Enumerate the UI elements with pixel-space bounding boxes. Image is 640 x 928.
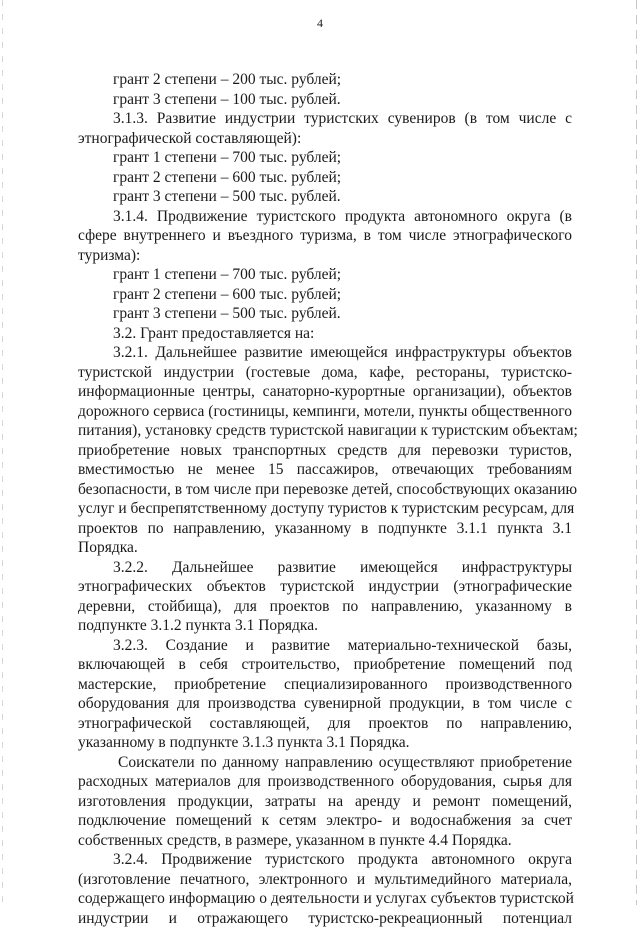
text-line: грант 3 степени – 500 тыс. рублей. [78, 187, 572, 207]
text-line: проектов по направлению, указанному в подпункте 3.1.1 пункта 3.1 [78, 519, 572, 539]
text-line: изготовления продукции, затраты на аренду и ремонт помещений, [78, 792, 572, 812]
page-number: 4 [0, 16, 640, 31]
text-line: расходных материалов для производственного оборудования, сырья для [78, 772, 572, 792]
text-line: грант 3 степени – 500 тыс. рублей. [78, 304, 572, 324]
text-line: сфере внутреннего и въездного туризма, в том числе этнографического [78, 226, 572, 246]
text-line: 3.2.1. Дальнейшее развитие имеющейся инфраструктуры объектов [78, 343, 572, 363]
text-line: индустрии и отражающего туристско-рекреационный потенциал [78, 909, 572, 928]
scan-edge-left [2, 0, 3, 905]
text-line: информационные центры, санаторно-курортные организации), объектов [78, 382, 572, 402]
text-line: грант 3 степени – 100 тыс. рублей. [78, 90, 572, 110]
text-line: указанному в подпункте 3.1.3 пункта 3.1 Порядка. [78, 733, 572, 753]
text-line: вместимостью не менее 15 пассажиров, отвечающих требованиям [78, 460, 572, 480]
text-line: (изготовление печатного, электронного и мультимедийного материала, [78, 870, 572, 890]
text-line: грант 2 степени – 600 тыс. рублей; [78, 285, 572, 305]
text-line: 3.2.3. Создание и развитие материально-технической базы, [78, 636, 572, 656]
text-line: подключение помещений к сетям электро- и водоснабжения за счет [78, 811, 572, 831]
text-line: дорожного сервиса (гостиницы, кемпинги, мотели, пункты общественного [78, 402, 572, 422]
text-line: грант 1 степени – 700 тыс. рублей; [78, 148, 572, 168]
text-line: мастерские, приобретение специализированного производственного [78, 675, 572, 695]
text-line: деревни, стойбища), для проектов по направлению, указанному в [78, 597, 572, 617]
text-line: собственных средств, в размере, указанном в пункте 4.4 Порядка. [78, 831, 572, 851]
text-line: грант 1 степени – 700 тыс. рублей; [78, 265, 572, 285]
text-line: безопасности, в том числе при перевозке детей, способствующих оказанию [78, 480, 572, 500]
text-line: услуг и беспрепятственному доступу туристов к туристским ресурсам, для [78, 499, 572, 519]
text-line: грант 2 степени – 200 тыс. рублей; [78, 70, 572, 90]
text-line: этнографической составляющей, для проектов по направлению, [78, 714, 572, 734]
text-line: включающей в себя строительство, приобретение помещений под [78, 655, 572, 675]
text-line: грант 2 степени – 600 тыс. рублей; [78, 168, 572, 188]
text-line: питания), установку средств туристской навигации к туристским объектам; [78, 421, 572, 441]
text-line: Порядка. [78, 538, 572, 558]
text-line: этнографических объектов туристской индустрии (этнографические [78, 577, 572, 597]
text-line: туристской индустрии (гостевые дома, кафе, рестораны, туристско- [78, 363, 572, 383]
text-line: 3.2.4. Продвижение туристского продукта автономного округа [78, 850, 572, 870]
text-line: 3.2.2. Дальнейшее развитие имеющейся инфраструктуры [78, 558, 572, 578]
document-body [78, 70, 572, 928]
text-line: содержащего информацию о деятельности и услугах субъектов туристской [78, 889, 572, 909]
scan-edge-right [636, 0, 637, 905]
text-line: 3.1.3. Развитие индустрии туристских сувениров (в том числе с [78, 109, 572, 129]
text-line: приобретение новых транспортных средств для перевозки туристов, [78, 441, 572, 461]
text-line: туризма): [78, 246, 572, 266]
text-line: 3.2. Грант предоставляется на: [78, 324, 572, 344]
text-line: этнографической составляющей): [78, 129, 572, 149]
text-line: Соискатели по данному направлению осуществляют приобретение [78, 753, 572, 773]
text-line: 3.1.4. Продвижение туристского продукта автономного округа (в [78, 207, 572, 227]
text-line: оборудования для производства сувенирной продукции, в том числе с [78, 694, 572, 714]
text-line: подпункте 3.1.2 пункта 3.1 Порядка. [78, 616, 572, 636]
